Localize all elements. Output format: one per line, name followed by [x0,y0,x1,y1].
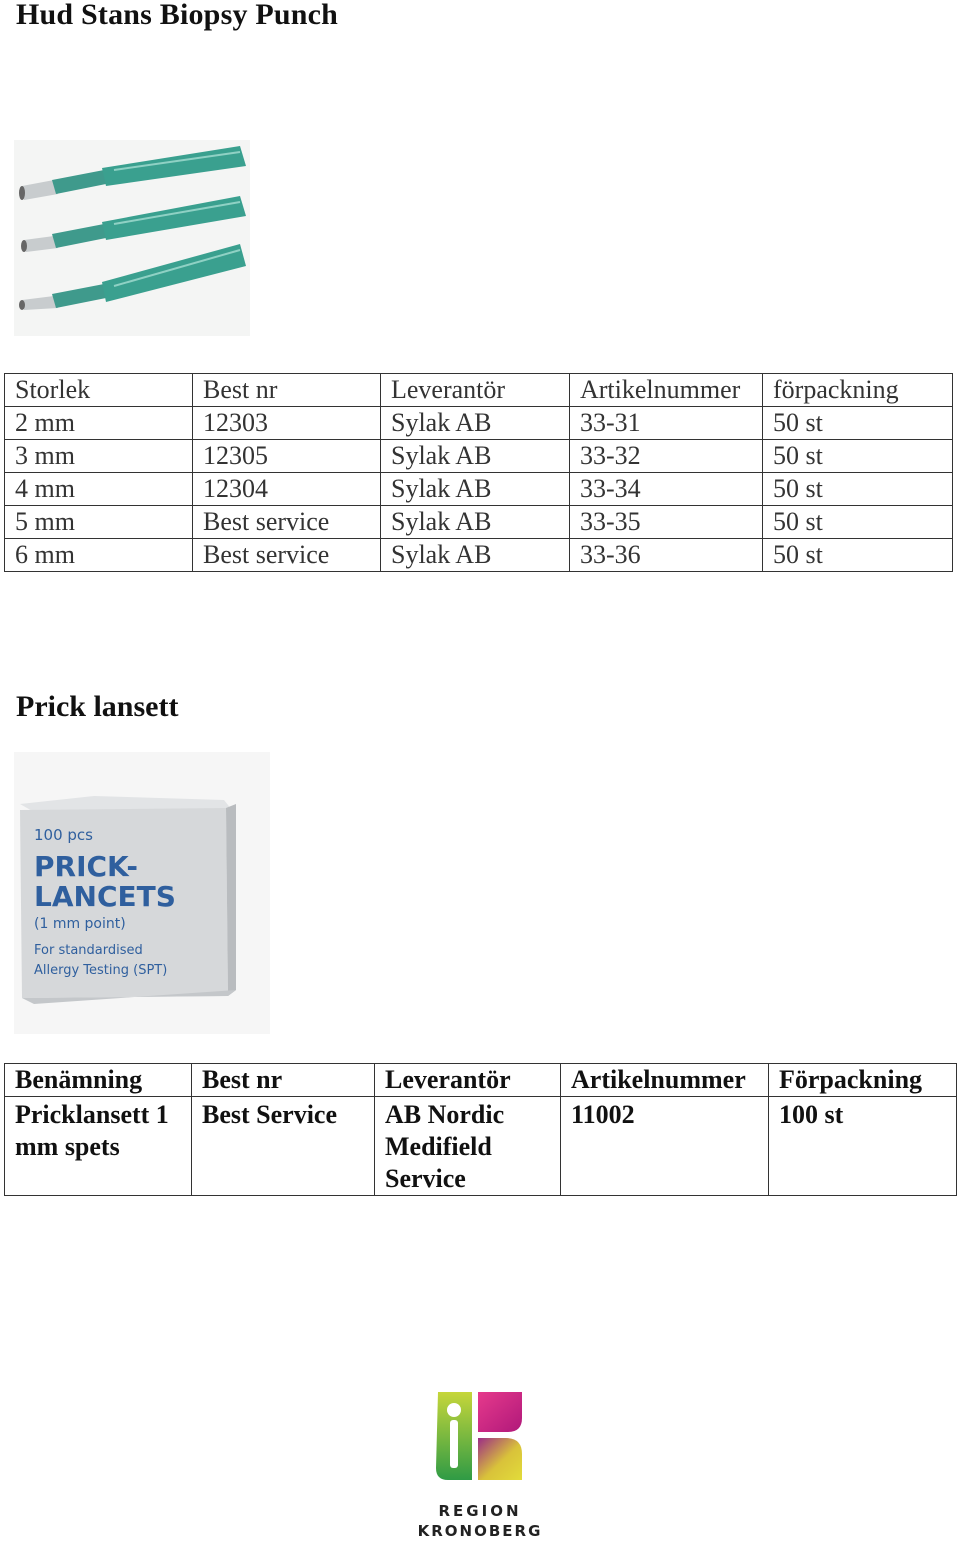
table-cell: 3 mm [5,440,193,473]
prick-lancet-table [4,1063,957,1196]
box-info-line2: Allergy Testing (SPT) [34,963,168,978]
table-cell: 50 st [763,473,953,506]
table-header-row [5,374,953,407]
table-cell: 12305 [193,440,381,473]
table-cell: 2 mm [5,407,193,440]
table-header-cell: Artikelnummer [570,374,763,407]
table-cell: 33-35 [570,506,763,539]
box-title-line2: LANCETS [34,880,176,913]
table-cell: 33-34 [570,473,763,506]
logo-text-line1: REGION [438,1502,522,1520]
table-cell: Sylak AB [381,506,570,539]
table-cell: 100 st [769,1097,957,1196]
table-header-cell: Leverantör [381,374,570,407]
table-cell: Best Service [192,1097,375,1196]
biopsy-punch-photo [14,140,250,336]
box-title-line1: PRICK- [34,850,138,883]
table-header-cell: Best nr [192,1064,375,1097]
table-cell: 33-32 [570,440,763,473]
box-count-text: 100 pcs [34,826,93,844]
table-header-row [5,1064,957,1097]
region-kronoberg-logo [410,1388,550,1538]
table-header-cell: Leverantör [375,1064,561,1097]
section-title: Prick lansett [16,690,179,723]
page-title: Hud Stans Biopsy Punch [16,0,339,31]
table-cell: AB Nordic Medifield Service [375,1097,561,1196]
table-cell: Sylak AB [381,440,570,473]
table-header-cell: Förpackning [769,1064,957,1097]
table-cell: 50 st [763,539,953,572]
table-cell: Sylak AB [381,407,570,440]
table-cell: 12303 [193,407,381,440]
logo-text-line2: KRONOBERG [417,1522,543,1538]
table-cell: 12304 [193,473,381,506]
table-cell: 33-31 [570,407,763,440]
table-row [5,407,953,440]
table-header-cell: förpackning [763,374,953,407]
table-cell: 33-36 [570,539,763,572]
table-row [5,1097,957,1196]
table-row [5,473,953,506]
table-row [5,539,953,572]
table-row [5,440,953,473]
table-cell: Best service [193,539,381,572]
box-info-line1: For standardised [34,943,143,958]
table-cell: 50 st [763,407,953,440]
box-subtitle: (1 mm point) [34,916,126,932]
prick-lancets-box-photo [14,752,270,1034]
table-cell: 11002 [561,1097,769,1196]
table-header-cell: Best nr [193,374,381,407]
table-header-cell: Artikelnummer [561,1064,769,1097]
table-cell: Best service [193,506,381,539]
table-cell: 50 st [763,440,953,473]
table-cell: 4 mm [5,473,193,506]
table-cell: Sylak AB [381,473,570,506]
table-header-cell: Storlek [5,374,193,407]
table-cell: Pricklansett 1 mm spets [5,1097,192,1196]
table-header-cell: Benämning [5,1064,192,1097]
table-cell: Sylak AB [381,539,570,572]
table-cell: 50 st [763,506,953,539]
table-cell: 6 mm [5,539,193,572]
biopsy-punch-table [4,373,953,572]
table-cell: 5 mm [5,506,193,539]
table-row [5,506,953,539]
